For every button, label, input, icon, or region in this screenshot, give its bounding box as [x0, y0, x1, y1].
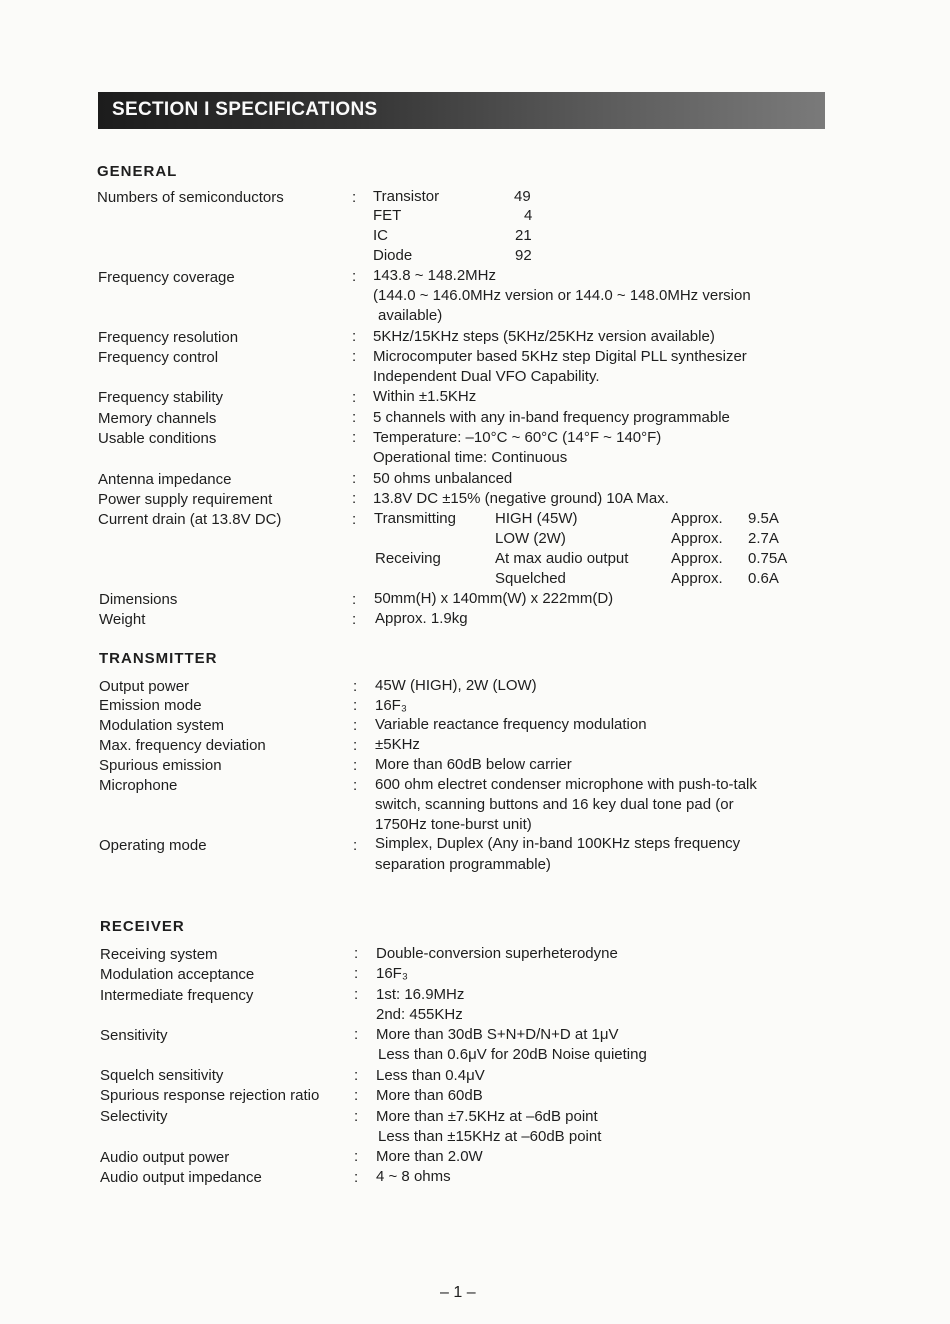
- memory-channels-value: 5 channels with any in-band frequency programmable: [373, 409, 730, 426]
- receiving-system-label: Receiving system: [100, 946, 218, 963]
- semiconductor-name: Diode: [373, 247, 413, 264]
- colon: :: [352, 268, 357, 285]
- max-deviation-value: ±5KHz: [375, 736, 420, 753]
- sensitivity-value-2: Less than 0.6μV for 20dB Noise quieting: [378, 1046, 647, 1063]
- colon: :: [354, 986, 359, 1003]
- current-drain-amps: 0.75A: [748, 550, 788, 567]
- current-drain-approx: Approx.: [671, 550, 723, 567]
- operating-mode-value: Simplex, Duplex (Any in-band 100KHz steps frequency: [375, 835, 741, 852]
- usable-conditions-label: Usable conditions: [98, 430, 217, 447]
- output-power-label: Output power: [99, 678, 190, 695]
- freq-stability-value: Within ±1.5KHz: [373, 388, 477, 405]
- current-drain-amps: 9.5A: [748, 510, 779, 527]
- general-heading: GENERAL: [97, 163, 178, 180]
- spurious-rejection-label: Spurious response rejection ratio: [100, 1087, 320, 1104]
- colon: :: [352, 470, 357, 487]
- colon: :: [353, 697, 358, 714]
- power-supply-label: Power supply requirement: [98, 491, 273, 508]
- modulation-acceptance-label: Modulation acceptance: [100, 966, 255, 983]
- current-drain-condition: LOW (2W): [495, 530, 566, 547]
- intermediate-frequency-second: 2nd: 455KHz: [376, 1006, 463, 1023]
- current-drain-approx: Approx.: [671, 570, 723, 587]
- colon: :: [352, 348, 357, 365]
- page-number: – 1 –: [440, 1284, 476, 1301]
- output-power-value: 45W (HIGH), 2W (LOW): [375, 677, 537, 694]
- sensitivity-label: Sensitivity: [100, 1027, 168, 1044]
- colon: :: [352, 611, 357, 628]
- max-deviation-label: Max. frequency deviation: [99, 737, 266, 754]
- colon: :: [353, 717, 358, 734]
- squelch-sensitivity-label: Squelch sensitivity: [100, 1067, 224, 1084]
- semiconductor-name: IC: [373, 227, 388, 244]
- semiconductor-name: FET: [373, 207, 402, 224]
- current-drain-amps: 2.7A: [748, 530, 779, 547]
- current-drain-condition: HIGH (45W): [495, 510, 578, 527]
- antenna-impedance-label: Antenna impedance: [98, 471, 232, 488]
- audio-output-impedance-value: 4 ~ 8 ohms: [376, 1168, 451, 1185]
- colon: :: [354, 1169, 359, 1186]
- colon: :: [354, 1026, 359, 1043]
- colon: :: [352, 511, 357, 528]
- freq-coverage-label: Frequency coverage: [98, 269, 235, 286]
- selectivity-value-2: Less than ±15KHz at –60dB point: [378, 1128, 602, 1145]
- freq-coverage-note-end: available): [378, 307, 443, 324]
- emission-mode-value: 16F₃: [375, 697, 407, 714]
- freq-coverage-value: 143.8 ~ 148.2MHz: [373, 267, 496, 284]
- freq-resolution-value: 5KHz/15KHz steps (5KHz/25KHz version available): [373, 328, 715, 345]
- squelch-sensitivity-value: Less than 0.4μV: [376, 1067, 485, 1084]
- current-drain-label: Current drain (at 13.8V DC): [98, 511, 282, 528]
- freq-control-value: Microcomputer based 5KHz step Digital PLL synthesizer: [373, 348, 747, 365]
- weight-label: Weight: [99, 611, 146, 628]
- colon: :: [353, 678, 358, 695]
- usable-conditions-temperature: Temperature: –10°C ~ 60°C (14°F ~ 140°F): [373, 429, 662, 446]
- colon: :: [352, 389, 357, 406]
- colon: :: [352, 409, 357, 426]
- freq-coverage-note: (144.0 ~ 146.0MHz version or 144.0 ~ 148.0MHz version: [373, 287, 751, 304]
- sensitivity-value: More than 30dB S+N+D/N+D at 1μV: [376, 1026, 619, 1043]
- spurious-emission-label: Spurious emission: [99, 757, 222, 774]
- modulation-system-value: Variable reactance frequency modulation: [375, 716, 647, 733]
- current-drain-condition: At max audio output: [495, 550, 629, 567]
- semiconductor-name: Transistor: [373, 188, 440, 205]
- modulation-system-label: Modulation system: [99, 717, 225, 734]
- antenna-impedance-value: 50 ohms unbalanced: [373, 470, 513, 487]
- colon: :: [354, 965, 359, 982]
- microphone-value-3: 1750Hz tone-burst unit): [375, 816, 532, 833]
- current-drain-condition: Squelched: [495, 570, 566, 587]
- semiconductor-count: 21: [515, 227, 532, 244]
- receiving-system-value: Double-conversion superheterodyne: [376, 945, 618, 962]
- semiconductor-count: 4: [524, 207, 533, 224]
- selectivity-label: Selectivity: [100, 1108, 168, 1125]
- dimensions-value: 50mm(H) x 140mm(W) x 222mm(D): [374, 590, 614, 607]
- colon: :: [354, 1148, 359, 1165]
- colon: :: [354, 1067, 359, 1084]
- spurious-emission-value: More than 60dB below carrier: [375, 756, 572, 773]
- colon: :: [353, 837, 358, 854]
- audio-output-impedance-label: Audio output impedance: [100, 1169, 262, 1186]
- freq-stability-label: Frequency stability: [98, 389, 224, 406]
- current-drain-mode: Transmitting: [374, 510, 456, 527]
- power-supply-value: 13.8V DC ±15% (negative ground) 10A Max.: [373, 490, 669, 507]
- colon: :: [353, 777, 358, 794]
- operating-mode-label: Operating mode: [99, 837, 207, 854]
- microphone-value-2: switch, scanning buttons and 16 key dual tone pad (or: [375, 796, 734, 813]
- intermediate-frequency-first: 1st: 16.9MHz: [376, 986, 465, 1003]
- freq-control-label: Frequency control: [98, 349, 219, 366]
- colon: :: [354, 945, 359, 962]
- transmitter-heading: TRANSMITTER: [99, 650, 218, 667]
- section-header-band: [98, 92, 825, 129]
- freq-resolution-label: Frequency resolution: [98, 329, 239, 346]
- semiconductor-count: 92: [515, 247, 532, 264]
- intermediate-frequency-label: Intermediate frequency: [100, 987, 254, 1004]
- semiconductor-count: 49: [514, 188, 531, 205]
- audio-output-power-value: More than 2.0W: [376, 1148, 483, 1165]
- colon: :: [352, 490, 357, 507]
- colon: :: [353, 737, 358, 754]
- usable-conditions-time: Operational time: Continuous: [373, 449, 568, 466]
- operating-mode-value-2: separation programmable): [375, 856, 551, 873]
- colon: :: [352, 328, 357, 345]
- current-drain-approx: Approx.: [671, 510, 723, 527]
- modulation-acceptance-value: 16F₃: [376, 965, 408, 982]
- dimensions-label: Dimensions: [99, 591, 178, 608]
- current-drain-approx: Approx.: [671, 530, 723, 547]
- current-drain-amps: 0.6A: [748, 570, 779, 587]
- current-drain-mode: Receiving: [375, 550, 441, 567]
- audio-output-power-label: Audio output power: [100, 1149, 230, 1166]
- section-title: SECTION I SPECIFICATIONS: [112, 99, 378, 120]
- colon: :: [354, 1087, 359, 1104]
- colon: :: [352, 429, 357, 446]
- weight-value: Approx. 1.9kg: [375, 610, 468, 627]
- microphone-label: Microphone: [99, 777, 178, 794]
- emission-mode-label: Emission mode: [99, 697, 202, 714]
- colon: :: [352, 591, 357, 608]
- freq-control-value-2: Independent Dual VFO Capability.: [373, 368, 600, 385]
- selectivity-value: More than ±7.5KHz at –6dB point: [376, 1108, 598, 1125]
- spurious-rejection-value: More than 60dB: [376, 1087, 483, 1104]
- receiver-heading: RECEIVER: [100, 918, 185, 935]
- semiconductors-label: Numbers of semiconductors: [97, 189, 284, 206]
- memory-channels-label: Memory channels: [98, 410, 217, 427]
- colon: :: [352, 189, 357, 206]
- microphone-value: 600 ohm electret condenser microphone with push-to-talk: [375, 776, 757, 793]
- colon: :: [354, 1108, 359, 1125]
- colon: :: [353, 757, 358, 774]
